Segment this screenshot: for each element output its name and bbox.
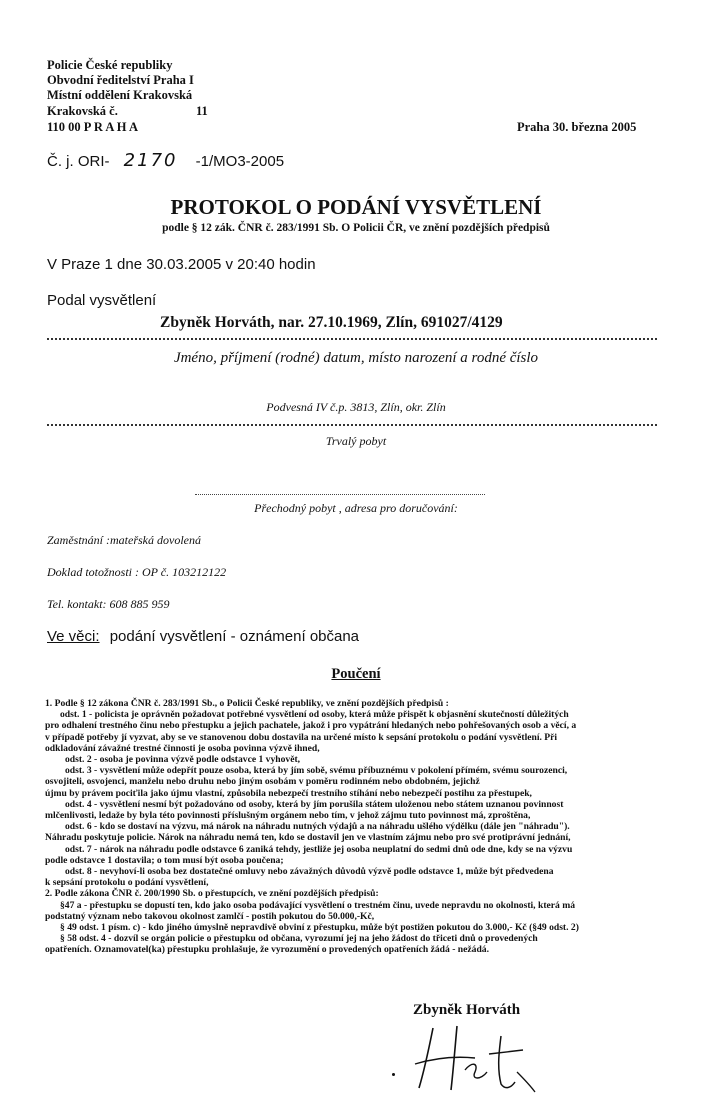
- matter-text: podání vysvětlení - oznámení občana: [109, 628, 360, 645]
- instruction-line: újmu by právem pociťila jako újmu vlastní, způsobila nebezpečí trestního stíhání nebo nebezpečí postihu za přestupek,: [45, 787, 532, 799]
- temporary-caption: Přechodný pobyt , adresa pro doručování:: [254, 501, 458, 515]
- reference-handwritten: 2170: [123, 150, 178, 171]
- instruction-line: Náhradu poskytuje policie. Nárok na náhradu nemá ten, kdo se dostavil jen ve vlastním zájmu nebo pro své protiprávní jednání,: [45, 832, 571, 844]
- temporary-dotted-line: [195, 494, 485, 495]
- address-dotted-line: [47, 424, 657, 426]
- phone-contact: Tel. kontakt: 608 885 959: [47, 597, 170, 611]
- reference-prefix: Č. j. ORI-: [47, 153, 110, 170]
- instruction-line: odst. 4 - vysvětlení nesmí být požadováno od osoby, která by jím porušila státem uloženou nebo státem uznanou povinnost: [65, 798, 564, 810]
- instruction-line: § 49 odst. 1 písm. c) - kdo jiného úmyslně nepravdivě obviní z přestupku, může být postižen pokutou do 3.000,- Kč (§49 odst. 2): [60, 922, 579, 934]
- instruction-line: §47 a - přestupku se dopustí ten, kdo jako osoba podávající vysvětlení o trestném činu, uvede nepravdu no okolnosti, která má: [60, 899, 576, 911]
- instruction-line: odkladování závažné trestné činnosti je osoba povinna výzvě ihned,: [45, 742, 320, 754]
- instruction-line: podle odstavce 1 dostavila; o tom musí být osoba poučena;: [45, 854, 284, 866]
- street-number: 11: [196, 104, 208, 118]
- instruction-line: podstatný význam nebo takovou okolnost zamlčí - postih pokutou do 50.000,-Kč,: [45, 910, 375, 922]
- date-place-line: V Praze 1 dne 30.03.2005 v 20:40 hodin: [47, 256, 316, 273]
- permanent-address: Podvesná IV č.p. 3813, Zlín, okr. Zlín: [266, 400, 446, 414]
- identity-caption: Jméno, příjmení (rodné) datum, místo narození a rodné číslo: [173, 350, 539, 366]
- postcode-city: 110 00 P R A H A: [47, 120, 138, 134]
- instruction-line: odst. 2 - osoba je povinna výzvě podle odstavce 1 vyhovět,: [65, 754, 301, 766]
- person-identity: Zbyněk Horváth, nar. 27.10.1969, Zlín, 691027/4129: [160, 314, 503, 331]
- instruction-line: odst. 7 - nárok na náhradu podle odstavce 6 zaniká tehdy, jestliže jej osoba neuplatní do sedmi dnů ode dne, kdy se na výzvu: [65, 843, 573, 855]
- instruction-line: § 58 odst. 4 - dozvíl se orgán policie o přestupku od občana, vyrozumí jej na jeho žádost do třiceti dnů o provedených: [60, 933, 538, 945]
- instruction-heading: Poučení: [331, 666, 381, 682]
- employment: Zaměstnání :mateřská dovolená: [47, 533, 201, 547]
- matter-label: Ve věci:: [47, 628, 100, 645]
- instruction-line: 1. Podle § 12 zákona ČNR č. 283/1991 Sb., o Policii České republiky, ve znění pozdějších předpisů :: [45, 698, 449, 709]
- instruction-line: pro odhalení trestného činu nebo přestupku a jejich pachatele, jakož i pro vypátrání hledaných nebo pohřešovaných osob a věcí, a: [45, 720, 577, 732]
- signature-dot: [392, 1073, 395, 1076]
- person-label: Podal vysvětlení: [47, 292, 157, 309]
- street-name: Krakovská č.: [47, 104, 118, 118]
- reference-number: [47, 150, 284, 171]
- handwritten-signature: [405, 1018, 545, 1098]
- identity-dotted-line: [47, 338, 657, 340]
- org-line-3: Místní oddělení Krakovská: [47, 88, 193, 102]
- instruction-line: k sepsání protokolu o podání vysvětlení,: [45, 877, 209, 889]
- matter-line: [47, 628, 359, 645]
- instruction-line: odst. 1 - policista je oprávněn požadovat potřebné vysvětlení od osoby, která může přispět k objasnění skutečností důležitých: [60, 709, 569, 721]
- instruction-line: odst. 6 - kdo se dostaví na výzvu, má nárok na náhradu nutných výdajů a na náhradu ušlého výdělku (dále jen "náhradu").: [65, 821, 570, 833]
- instruction-line: opatřeních. Oznamovatel(ka) přestupku prohlašuje, že vyrozumění o provedených opatřeních žádá - nežádá.: [45, 944, 489, 956]
- reference-suffix: -1/MO3-2005: [195, 153, 285, 170]
- instruction-line: 2. Podle zákona ČNR č. 200/1990 Sb. o přestupcích, ve znění pozdějších předpisů:: [45, 888, 379, 900]
- org-line-1: Policie České republiky: [47, 58, 173, 72]
- instruction-line: osvojiteli, osvojenci, manželu nebo druhu nebo jiným osobám v poměru rodinném nebo obdobném, jejichž: [45, 776, 480, 788]
- instruction-line: mlčenlivosti, ledaže by byla této povinnosti příslušným orgánem nebo tím, v jehož zájmu tuto povinnost má, zproštěna,: [45, 810, 531, 822]
- document-subtitle: podle § 12 zák. ČNR č. 283/1991 Sb. O Policii ČR, ve znění pozdějších předpisů: [162, 222, 550, 234]
- id-document: Doklad totožnosti : OP č. 103212122: [47, 565, 227, 579]
- instruction-line: odst. 8 - nevyhoví-li osoba bez dostatečné omluvy nebo závažných důvodů výzvě podle odstavce 1, může být předvedena: [65, 866, 554, 878]
- permanent-caption: Trvalý pobyt: [325, 434, 387, 448]
- instruction-line: odst. 3 - vysvětlení může odepřít pouze osoba, která by jím sobě, svému příbuznému v pokolení přímém, svému sourozenci,: [65, 765, 568, 777]
- instruction-body: [45, 698, 667, 956]
- place-date: Praha 30. března 2005: [517, 120, 637, 134]
- instruction-line: v případě potřeby jí vyzvat, aby se ve stanovenou dobu dostavila na určené místo k sepsání protokolu o podání vysvětlení. Při: [45, 731, 558, 743]
- signature-name: Zbyněk Horváth: [413, 1002, 521, 1018]
- org-line-2: Obvodní ředitelství Praha I: [47, 73, 194, 87]
- document-title: PROTOKOL O PODÁNÍ VYSVĚTLENÍ: [170, 195, 542, 219]
